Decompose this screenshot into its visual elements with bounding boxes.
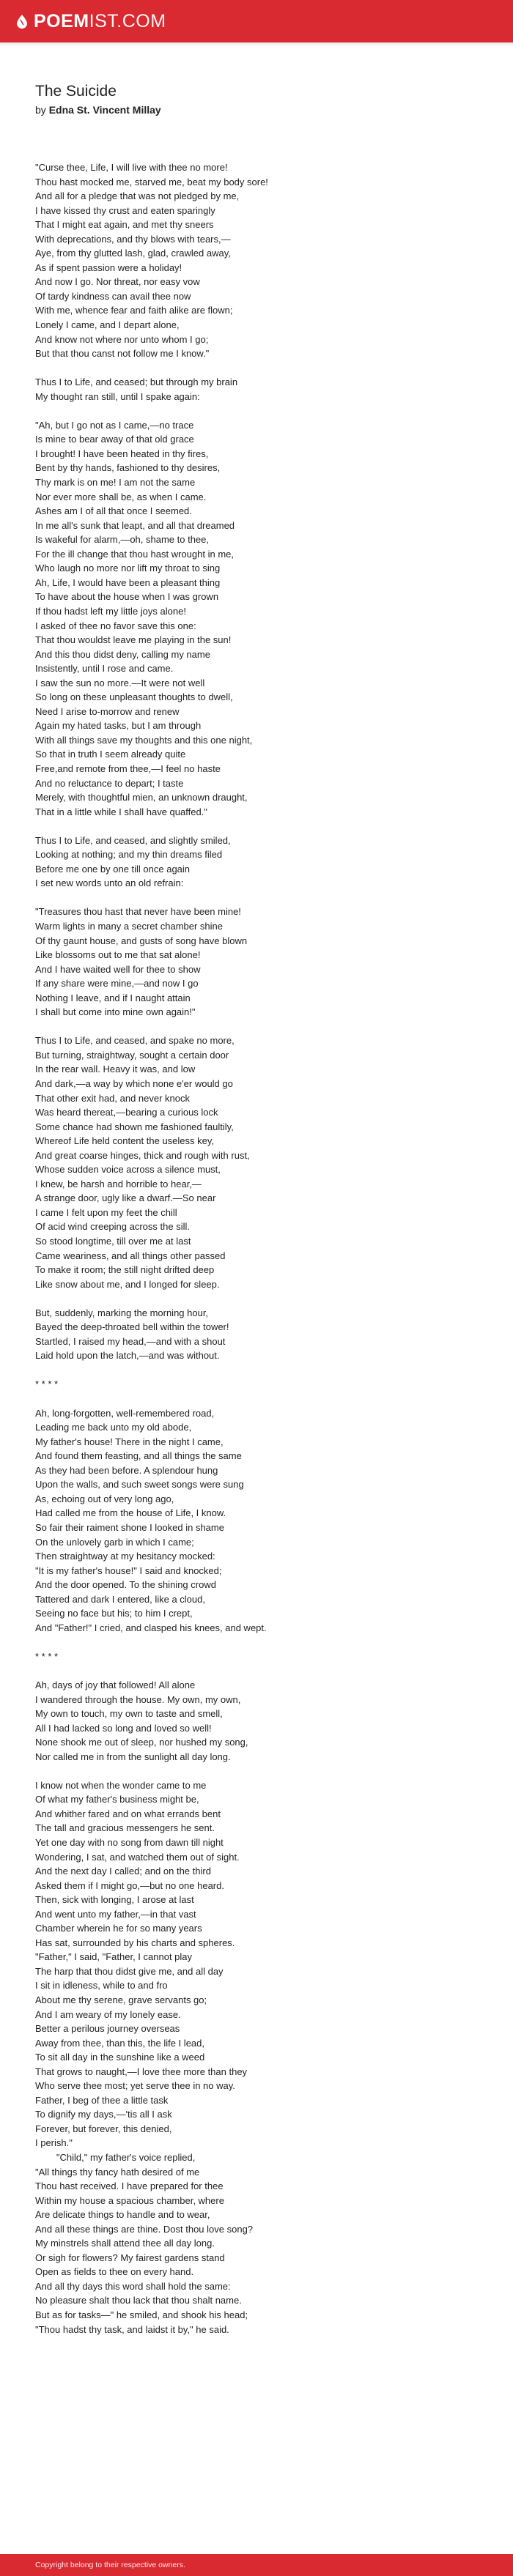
poem-line: Ah, long-forgotten, well-remembered road, bbox=[35, 1407, 215, 1419]
poem-line: And all for a pledge that was not pledged by me, bbox=[35, 190, 240, 202]
poem-line: Whose sudden voice across a silence must, bbox=[35, 1164, 221, 1176]
poem-line: Of thy gaunt house, and gusts of song have blown bbox=[35, 935, 248, 946]
poem-line: To dignify my days,—'tis all I ask bbox=[35, 2109, 172, 2120]
poem-line: I perish." bbox=[35, 2137, 73, 2149]
poem-line: That other exit had, and never knock bbox=[35, 1092, 191, 1104]
poem-line: As if spent passion were a holiday! bbox=[35, 261, 182, 273]
poem-line: Need I arise to-morrow and renew bbox=[35, 705, 180, 717]
poem-line: Bent by thy hands, fashioned to thy desires, bbox=[35, 462, 221, 474]
logo-bold: POEM bbox=[34, 11, 89, 31]
poem-line: Better a perilous journey overseas bbox=[35, 2023, 180, 2035]
poem-line: And all thy days this word shall hold the same: bbox=[35, 2280, 231, 2292]
poem-line: To have about the house when I was grown bbox=[35, 591, 219, 603]
by-prefix: by bbox=[35, 104, 46, 116]
poem-line: Lonely I came, and I depart alone, bbox=[35, 319, 180, 331]
poem-line: Startled, I raised my head,—and with a shout bbox=[35, 1335, 226, 1347]
poem-line: So fair their raiment shone I looked in shame bbox=[35, 1521, 224, 1533]
author-link[interactable]: Edna St. Vincent Millay bbox=[48, 104, 161, 116]
poem-line: For the ill change that thou hast wrought in me, bbox=[35, 548, 234, 560]
poem-line: And this thou didst deny, calling my name bbox=[35, 648, 210, 660]
poem-line: * * * * bbox=[35, 1378, 59, 1390]
stanza-break bbox=[35, 1635, 490, 1649]
poem-line: "Ah, but I go not as I came,—no trace bbox=[35, 419, 194, 431]
poem-line: Ah, Life, I would have been a pleasant thing bbox=[35, 576, 221, 588]
poem-line: Merely, with thoughtful mien, an unknown draught, bbox=[35, 792, 248, 803]
poem-line: I brought! I have been heated in thy fires, bbox=[35, 448, 209, 459]
poem-line: A strange door, ugly like a dwarf.—So near bbox=[35, 1192, 216, 1204]
poem-line: Wondering, I sat, and watched them out of sight. bbox=[35, 1851, 240, 1863]
poem-line: Thou hast mocked me, starved me, beat my body sore! bbox=[35, 176, 268, 188]
poem-line: So that in truth I seem already quite bbox=[35, 749, 186, 760]
poem-line: Came weariness, and all things other passed bbox=[35, 1250, 226, 1261]
poem-line: With all things save my thoughts and this one night, bbox=[35, 734, 253, 746]
poem-line: I know not when the wonder came to me bbox=[35, 1779, 207, 1791]
poem-line: Looking at nothing; and my thin dreams filed bbox=[35, 849, 223, 861]
poem-line: Thy mark is on me! I am not the same bbox=[35, 477, 196, 489]
poem-line: And I am weary of my lonely ease. bbox=[35, 2008, 181, 2020]
poem-line: None shook me out of sleep, nor hushed my song, bbox=[35, 1737, 248, 1748]
poem-line: Warm lights in many a secret chamber shine bbox=[35, 920, 224, 932]
poem-line: Thou hast received. I have prepared for thee bbox=[35, 2180, 224, 2192]
poem-line: Nor called me in from the sunlight all day long. bbox=[35, 1751, 231, 1762]
poem-line: Are delicate things to handle and to wear, bbox=[35, 2209, 210, 2221]
poem-line: Nor ever more shall be, as when I came. bbox=[35, 491, 207, 502]
poem-line: "Child," my father's voice replied, bbox=[35, 2152, 196, 2164]
poem-line: But turning, straightway, sought a certain door bbox=[35, 1049, 229, 1061]
poem-line: No pleasure shalt thou lack that thou shalt name. bbox=[35, 2295, 242, 2306]
site-logo[interactable] bbox=[15, 9, 166, 34]
ink-drop-icon bbox=[15, 14, 29, 29]
poem-line: And great coarse hinges, thick and rough with rust, bbox=[35, 1149, 250, 1161]
logo-text bbox=[34, 9, 166, 34]
poem-line: Like blossoms out to me that sat alone! bbox=[35, 949, 201, 961]
stanza-break bbox=[35, 1020, 490, 1034]
poem-line: I came I felt upon my feet the chill bbox=[35, 1206, 177, 1218]
poem-line: Then, sick with longing, I arose at last bbox=[35, 1894, 194, 1906]
poem-line: Like snow about me, and I longed for sleep. bbox=[35, 1278, 220, 1290]
poem-line: To make it room; the still night drifted deep bbox=[35, 1264, 215, 1276]
copyright-text: Copyright belong to their respective owners. bbox=[35, 2561, 185, 2569]
poem-line: Open as fields to thee on every hand. bbox=[35, 2266, 194, 2278]
poem-line: I sit in idleness, while to and fro bbox=[35, 1980, 168, 1992]
poem-line: I asked of thee no favor save this one: bbox=[35, 620, 196, 631]
poem-line: Away from thee, than this, the life I lead, bbox=[35, 2037, 204, 2049]
poem-line: All I had lacked so long and loved so well! bbox=[35, 1722, 212, 1734]
poem-line: Whereof Life held content the useless key, bbox=[35, 1135, 215, 1147]
poem-line: Was heard thereat,—bearing a curious lock bbox=[35, 1107, 218, 1118]
poem-line: And all these things are thine. Dost thou love song? bbox=[35, 2223, 254, 2235]
poem-line: "Curse thee, Life, I will live with thee no more! bbox=[35, 162, 228, 173]
poem-line: Is mine to bear away of that old grace bbox=[35, 434, 194, 445]
poem-line: Again my hated tasks, but I am through bbox=[35, 720, 202, 732]
stanza-break bbox=[35, 1291, 490, 1306]
poem-line: Within my house a spacious chamber, where bbox=[35, 2194, 224, 2206]
poem-line: But, suddenly, marking the morning hour, bbox=[35, 1307, 209, 1318]
stanza-break bbox=[35, 1764, 490, 1778]
poem-line: * * * * bbox=[35, 1650, 59, 1662]
poem-line: I wandered through the house. My own, my own, bbox=[35, 1693, 241, 1705]
poem-line: And went unto my father,—in that vast bbox=[35, 1908, 196, 1920]
poem-body bbox=[35, 160, 490, 2336]
poem-line: I knew, be harsh and horrible to hear,— bbox=[35, 1178, 202, 1189]
poem-line: Forever, but forever, this denied, bbox=[35, 2123, 172, 2134]
poem-line: Or sigh for flowers? My fairest gardens stand bbox=[35, 2252, 225, 2263]
stanza-break bbox=[35, 1392, 490, 1406]
poem-header bbox=[35, 82, 490, 117]
poem-line: And now I go. Nor threat, nor easy vow bbox=[35, 276, 200, 288]
poem-line: Aye, from thy glutted lash, glad, crawled away, bbox=[35, 248, 231, 259]
poem-line: If any share were mine,—and now I go bbox=[35, 978, 199, 990]
poem-line: My thought ran still, until I spake again: bbox=[35, 390, 200, 402]
poem-line: "All things thy fancy hath desired of me bbox=[35, 2166, 200, 2178]
poem-line: As, echoing out of very long ago, bbox=[35, 1493, 174, 1504]
poem-line: And whither fared and on what errands bent bbox=[35, 1808, 221, 1819]
poem-line: With deprecations, and thy blows with tears,— bbox=[35, 233, 231, 245]
stanza-break bbox=[35, 1363, 490, 1378]
site-header bbox=[0, 0, 513, 42]
poem-line: That I might eat again, and met thy sneers bbox=[35, 219, 214, 231]
poem-line: Free,and remote from thee,—I feel no haste bbox=[35, 762, 221, 774]
poem-line: My father's house! There in the night I came, bbox=[35, 1436, 224, 1447]
poem-line: I set new words unto an old refrain: bbox=[35, 877, 184, 889]
poem-line: My own to touch, my own to taste and smell, bbox=[35, 1708, 223, 1720]
poem-line: So long on these unpleasant thoughts to dwell, bbox=[35, 691, 233, 703]
poem-line: Who laugh no more nor lift my throat to sing bbox=[35, 563, 221, 574]
poem-line: If thou hadst left my little joys alone! bbox=[35, 605, 186, 617]
poem-line: Laid hold upon the latch,—and was without. bbox=[35, 1350, 220, 1362]
poem-line: Before me one by one till once again bbox=[35, 863, 191, 875]
poem-line: And the next day I called; and on the third bbox=[35, 1866, 211, 1877]
poem-line: With me, whence fear and faith alike are flown; bbox=[35, 305, 233, 316]
poem-line: Leading me back unto my old abode, bbox=[35, 1422, 192, 1433]
stanza-break bbox=[35, 891, 490, 905]
poem-line: Chamber wherein he for so many years bbox=[35, 1923, 202, 1934]
poem-line: I shall but come into mine own again!" bbox=[35, 1006, 196, 1018]
poem-line: But as for tasks—" he smiled, and shook his head; bbox=[35, 2309, 248, 2321]
poem-line: I saw the sun no more.—It were not well bbox=[35, 677, 205, 688]
poem-line: Is wakeful for alarm,—oh, shame to thee, bbox=[35, 534, 209, 546]
poem-line: Some chance had shown me fashioned faultily, bbox=[35, 1121, 234, 1132]
poem-line: My minstrels shall attend thee all day long. bbox=[35, 2238, 215, 2249]
poem-line: Thus I to Life, and ceased; but through my brain bbox=[35, 376, 238, 388]
poem-line: The tall and gracious messengers he sent. bbox=[35, 1822, 215, 1834]
poem-line: Has sat, surrounded by his charts and spheres. bbox=[35, 1937, 235, 1948]
byline bbox=[35, 103, 490, 117]
poem-line: The harp that thou didst give me, and all day bbox=[35, 1965, 224, 1977]
poem-line: "Father," I said, "Father, I cannot play bbox=[35, 1951, 193, 1963]
stanza-break bbox=[35, 404, 490, 418]
poem-line: And I have waited well for thee to show bbox=[35, 963, 201, 975]
header-shadow bbox=[0, 42, 513, 47]
poem-line: "Thou hadst thy task, and laidst it by," he said. bbox=[35, 2323, 229, 2335]
poem-line: Thus I to Life, and ceased, and spake no more, bbox=[35, 1035, 235, 1047]
poem-line: That grows to naught,—I love thee more than they bbox=[35, 2065, 248, 2077]
poem-line: As they had been before. A splendour hung bbox=[35, 1464, 218, 1476]
poem-line: "Treasures thou hast that never have been mine! bbox=[35, 906, 241, 918]
poem-line: But that thou canst not follow me I know." bbox=[35, 348, 210, 360]
poem-line: And no reluctance to depart; I taste bbox=[35, 777, 184, 789]
poem-line: Yet one day with no song from dawn till night bbox=[35, 1836, 224, 1848]
poem-line: Ashes am I of all that once I seemed. bbox=[35, 505, 192, 517]
poem-line: Seeing no face but his; to him I crept, bbox=[35, 1608, 193, 1619]
poem-line: On the unlovely garb in which I came; bbox=[35, 1536, 194, 1548]
poem-line: Asked them if I might go,—but no one heard. bbox=[35, 1879, 224, 1891]
stanza-break bbox=[35, 361, 490, 376]
poem-line: And dark,—a way by which none e'er would go bbox=[35, 1078, 233, 1089]
poem-line: And "Father!" I cried, and clasped his knees, and wept. bbox=[35, 1622, 267, 1633]
poem-line: So stood longtime, till over me at last bbox=[35, 1236, 191, 1247]
site-footer bbox=[0, 2554, 513, 2576]
poem-line: Had called me from the house of Life, I know. bbox=[35, 1507, 226, 1519]
poem-line: And the door opened. To the shining crowd bbox=[35, 1579, 216, 1591]
poem-line: Bayed the deep-throated bell within the tower! bbox=[35, 1321, 229, 1333]
poem-line: "It is my father's house!" I said and knocked; bbox=[35, 1564, 222, 1576]
poem-line: Upon the walls, and such sweet songs were sung bbox=[35, 1479, 244, 1491]
poem-line: Then straightway at my hesitancy mocked: bbox=[35, 1551, 215, 1562]
poem-line: Nothing I leave, and if I naught attain bbox=[35, 992, 191, 1003]
poem-line: In the rear wall. Heavy it was, and low bbox=[35, 1064, 196, 1075]
poem-line: Who serve thee most; yet serve thee in no way. bbox=[35, 2080, 235, 2092]
poem-title: The Suicide bbox=[35, 83, 117, 100]
poem-line: Thus I to Life, and ceased, and slightly smiled, bbox=[35, 834, 231, 846]
poem-line: Of tardy kindness can avail thee now bbox=[35, 290, 191, 302]
poem-line: Tattered and dark I entered, like a cloud, bbox=[35, 1593, 205, 1605]
poem-line: About me thy serene, grave servants go; bbox=[35, 1994, 207, 2005]
poem-line: I have kissed thy crust and eaten sparingly bbox=[35, 204, 215, 216]
stanza-break bbox=[35, 819, 490, 834]
poem-line: Ah, days of joy that followed! All alone bbox=[35, 1679, 196, 1690]
poem-line: Of what my father's business might be, bbox=[35, 1794, 199, 1805]
poem-line: Insistently, until I rose and came. bbox=[35, 663, 174, 675]
poem-line: That thou wouldst leave me playing in the sun! bbox=[35, 634, 232, 646]
logo-thin: IST.COM bbox=[89, 11, 166, 31]
poem-line: And know not where nor unto whom I go; bbox=[35, 333, 209, 345]
poem-line: In me all's sunk that leapt, and all that dreamed bbox=[35, 519, 235, 531]
poem-line: Father, I beg of thee a little task bbox=[35, 2094, 169, 2106]
poem-line: And found them feasting, and all things the same bbox=[35, 1450, 242, 1462]
stanza-break bbox=[35, 1663, 490, 1678]
poem-line: To sit all day in the sunshine like a weed bbox=[35, 2052, 205, 2063]
poem-line: That in a little while I shall have quaffed." bbox=[35, 806, 207, 817]
poem-line: Of acid wind creeping across the sill. bbox=[35, 1221, 190, 1233]
